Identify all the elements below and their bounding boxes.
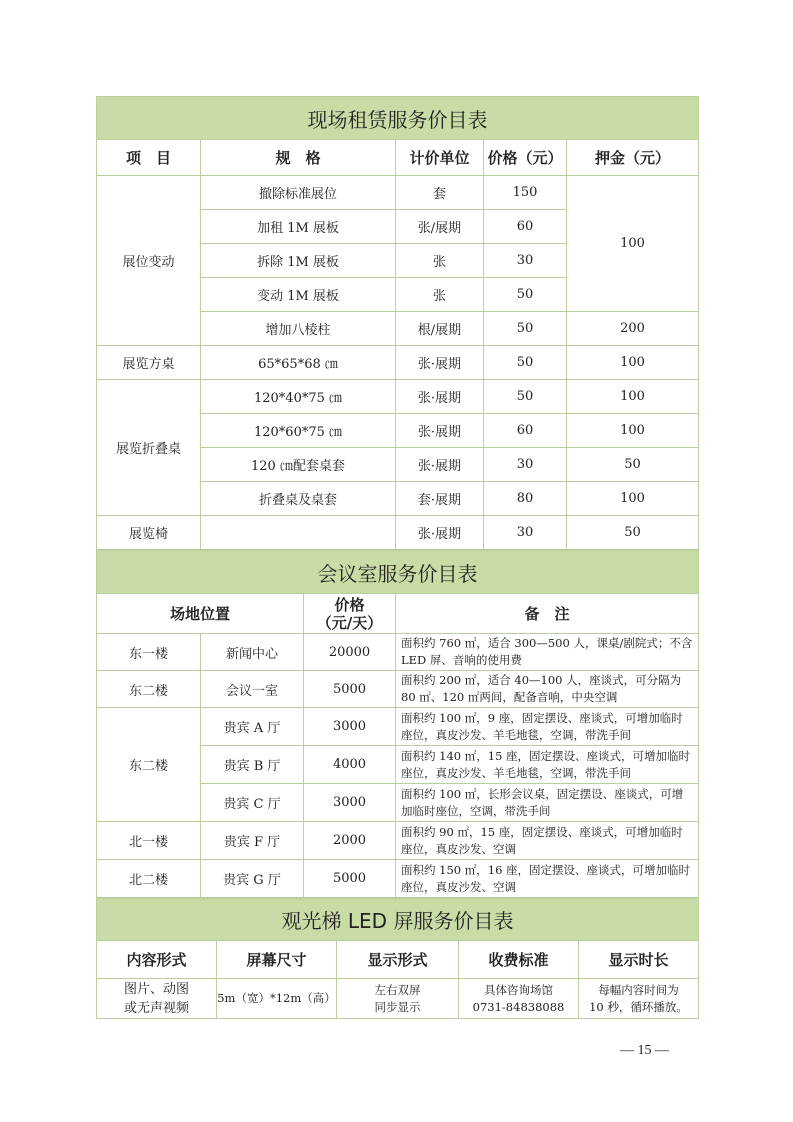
header-size: 屏幕尺寸 [217,941,337,979]
header-content: 内容形式 [97,941,217,979]
price-cell: 50 [484,380,567,414]
price-cell: 4000 [304,746,396,784]
table-row [97,822,699,860]
meeting-room-price-table [96,550,699,898]
spec-cell: 120*60*75 ㎝ [201,414,396,448]
price-cell: 5000 [304,860,396,898]
floor-cell: 东一楼 [97,634,201,671]
spec-cell: 变动 1M 展板 [201,278,396,312]
spec-cell: 120 ㎝配套桌套 [201,448,396,482]
price-cell: 3000 [304,708,396,746]
deposit-cell: 100 [567,380,699,414]
room-cell: 贵宾 B 厅 [201,746,304,784]
header-deposit: 押金（元） [567,140,699,176]
deposit-cell: 50 [567,448,699,482]
spec-cell: 120*40*75 ㎝ [201,380,396,414]
spec-cell: 撤除标准展位 [201,176,396,210]
led-header-row [97,941,699,979]
spec-cell: 增加八棱柱 [201,312,396,346]
display-cell [337,979,459,1019]
price-cell: 150 [484,176,567,210]
unit-cell: 张·展期 [396,346,484,380]
unit-cell: 套·展期 [396,482,484,516]
duration-cell [579,979,699,1019]
room-cell: 贵宾 A 厅 [201,708,304,746]
room-cell: 贵宾 C 厅 [201,784,304,822]
price-cell: 60 [484,414,567,448]
header-price-unit: （元/天） [316,613,383,632]
unit-cell: 根/展期 [396,312,484,346]
page-number: — 15 — [620,1043,669,1058]
meeting-table-title: 会议室服务价目表 [97,551,699,594]
unit-cell: 张/展期 [396,210,484,244]
duration-line: 10 秒，循环播放。 [589,999,688,1014]
fee-cell [459,979,579,1019]
deposit-cell: 100 [567,482,699,516]
price-cell: 50 [484,312,567,346]
room-cell: 贵宾 F 厅 [201,822,304,860]
price-cell: 2000 [304,822,396,860]
spec-cell: 拆除 1M 展板 [201,244,396,278]
fee-line: 0731-84838088 [472,999,565,1014]
table-row [97,380,699,414]
table-row [97,634,699,671]
header-location: 场地位置 [97,594,304,634]
room-cell: 会议一室 [201,671,304,708]
note-cell: 面积约 150 ㎡，16 座，固定摆设、座谈式，可增加临时座位，真皮沙发、空调 [396,860,699,898]
note-cell: 面积约 100 ㎡，9 座，固定摆设、座谈式，可增加临时座位，真皮沙发、羊毛地毯，空调，带洗手间 [396,708,699,746]
deposit-cell: 100 [567,414,699,448]
size-cell: 5m（宽）*12m（高） [217,979,337,1019]
deposit-cell: 100 [567,346,699,380]
led-screen-price-table [96,898,699,1019]
unit-cell: 张·展期 [396,516,484,550]
price-cell: 30 [484,516,567,550]
header-price-label: 价格 [334,595,365,614]
deposit-cell: 200 [567,312,699,346]
group-table: 展览方桌 [97,346,201,380]
unit-cell: 张 [396,244,484,278]
header-price [304,594,396,634]
unit-cell: 张 [396,278,484,312]
table-row [97,860,699,898]
rental-table-title: 现场租赁服务价目表 [97,97,699,140]
header-display: 显示形式 [337,941,459,979]
floor-cell: 北一楼 [97,822,201,860]
spec-cell: 折叠桌及桌套 [201,482,396,516]
deposit-cell: 100 [567,176,699,312]
table-row [97,516,699,550]
spec-cell: 加租 1M 展板 [201,210,396,244]
price-cell: 5000 [304,671,396,708]
header-remark: 备 注 [396,594,699,634]
duration-line: 每幅内容时间为 [598,982,679,997]
led-table-title: 观光梯 LED 屏服务价目表 [97,899,699,941]
price-cell: 80 [484,482,567,516]
unit-cell: 张·展期 [396,414,484,448]
group-fold: 展览折叠桌 [97,380,201,516]
spec-cell [201,516,396,550]
note-cell: 面积约 90 ㎡，15 座，固定摆设、座谈式，可增加临时座位，真皮沙发、空调 [396,822,699,860]
header-duration: 显示时长 [579,941,699,979]
price-cell: 30 [484,448,567,482]
fee-line: 具体咨询场馆 [484,982,553,997]
content-line: 或无声视频 [123,1000,189,1016]
price-cell: 50 [484,346,567,380]
floor-cell: 北二楼 [97,860,201,898]
unit-cell: 套 [396,176,484,210]
content-cell [97,979,217,1019]
table-row [97,346,699,380]
content-line: 图片、动图 [123,981,189,997]
meeting-header-row [97,594,699,634]
unit-cell: 张·展期 [396,448,484,482]
floor-cell: 东二楼 [97,671,201,708]
price-cell: 60 [484,210,567,244]
note-cell: 面积约 100 ㎡，长形会议桌，固定摆设、座谈式，可增加临时座位，空调，带洗手间 [396,784,699,822]
floor-cell: 东二楼 [97,708,201,822]
note-cell: 面积约 140 ㎡，15 座，固定摆设、座谈式，可增加临时座位，真皮沙发、羊毛地毯，空调，带洗手间 [396,746,699,784]
note-cell: 面积约 200 ㎡，适合 40—100 人，座谈式，可分隔为 80 ㎡、120 ㎡两间，配备音响，中央空调 [396,671,699,708]
price-cell: 50 [484,278,567,312]
unit-cell: 张·展期 [396,380,484,414]
spec-cell: 65*65*68 ㎝ [201,346,396,380]
table-row [97,979,699,1019]
table-row [97,708,699,746]
group-booth: 展位变动 [97,176,201,346]
rental-price-table [96,96,699,550]
rental-header-row [97,140,699,176]
display-line: 左右双屏 [374,982,421,997]
header-item: 项 目 [97,140,201,176]
header-spec: 规 格 [201,140,396,176]
table-row [97,176,699,210]
room-cell: 贵宾 G 厅 [201,860,304,898]
deposit-cell: 50 [567,516,699,550]
header-unit: 计价单位 [396,140,484,176]
price-cell: 3000 [304,784,396,822]
room-cell: 新闻中心 [201,634,304,671]
header-fee: 收费标准 [459,941,579,979]
header-price: 价格（元） [484,140,567,176]
display-line: 同步显示 [374,999,421,1014]
group-chair: 展览椅 [97,516,201,550]
price-cell: 30 [484,244,567,278]
table-row [97,671,699,708]
note-cell: 面积约 760 ㎡，适合 300—500 人，课桌/剧院式；不含 LED 屏、音响的使用费 [396,634,699,671]
price-cell: 20000 [304,634,396,671]
